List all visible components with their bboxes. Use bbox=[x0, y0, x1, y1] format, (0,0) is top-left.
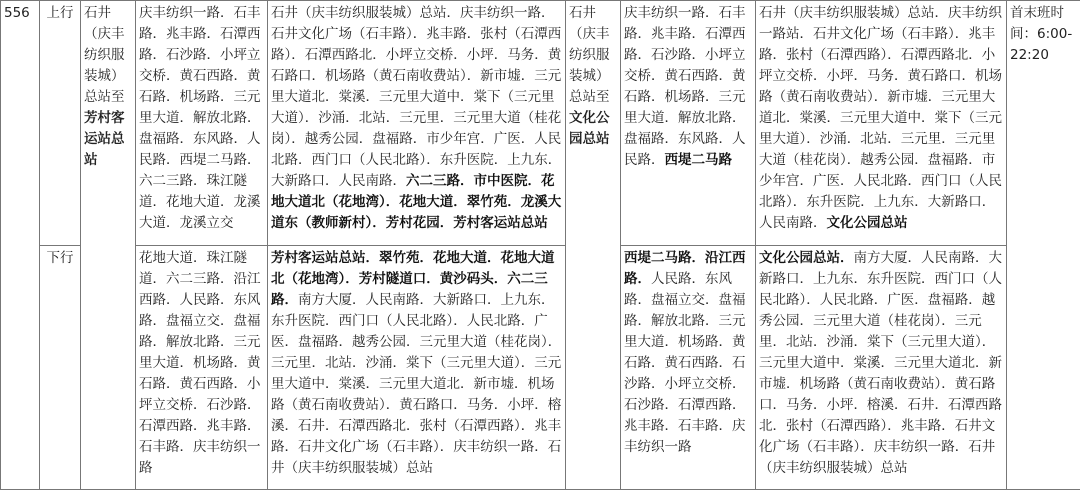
terminal-b: 文化公园总站 bbox=[569, 110, 610, 147]
up-stops-d bbox=[756, 1, 1007, 246]
terminal-a: 石井（庆丰纺织服装城）总站 bbox=[569, 5, 610, 105]
direction-down: 下行 bbox=[40, 245, 81, 490]
down-stops-c bbox=[621, 245, 756, 490]
terminal-to: 至 bbox=[596, 89, 610, 105]
up-stops-b bbox=[268, 1, 566, 246]
down-stops-c-bold: 西堤二马路．沿江西路． bbox=[624, 249, 746, 287]
up-stops-d-bold: 文化公园总站 bbox=[826, 215, 908, 231]
segment-a-terminals bbox=[81, 1, 136, 490]
service-hours: 首末班时间：6:00-22:20 bbox=[1007, 1, 1080, 490]
down-stops-d-bold: 文化公园总站． bbox=[759, 249, 854, 266]
down-stops-d-plain: 南方大厦．人民南路．大新路口．上九东．东升医院．西门口（人民北路）．人民北路．广医．盘福路．越秀公园．三元里大道（桂花岗）．三元里．北站．沙涌．棠下（三元里大道）．三元里大道中．棠溪．三元里大道北．新市墟．机场路（黄石南收费站）．黄石路口．马务．小坪．榕溪．石井．石潭西路北．张村（石潭西路）．兆丰路．石井文化广场（石丰路）．庆丰纺织一路．石井（庆丰纺织服装城）总站 bbox=[759, 249, 1002, 476]
down-stops-b-bold: 芳村客运站总站．翠竹苑．花地大道．花地大道北（花地湾）．芳村隧道口．黄沙码头．六二三路． bbox=[271, 249, 555, 308]
up-stops-b-plain: 石井（庆丰纺织服装城）总站．庆丰纺织一路．石井文化广场（石丰路）．兆丰路．张村（石潭西路）．石潭西路北．小坪立交桥．小坪．马务．黄石路口．机场路（黄石南收费站）．新市墟．三元里大道北．棠溪．三元里大道中．棠下（三元里大道）．沙涌．北站．三元里．三元里大道（桂花岗）．越秀公园．盘福路．市少年宫．广医．人民北路．西门口（人民北路）．东升医院．上九东．大新路口．人民南路． bbox=[271, 5, 562, 189]
terminal-to: 至 bbox=[111, 89, 125, 105]
row-up bbox=[1, 1, 1080, 246]
up-stops-c-plain: 庆丰纺织一路．石丰路．兆丰路．石潭西路．石沙路．小坪立交桥．黄石西路．黄石路．机场路．三元里大道．解放北路．盘福路．东风路．人民路． bbox=[624, 5, 746, 168]
row-down bbox=[1, 245, 1080, 490]
down-stops-b bbox=[268, 245, 566, 490]
up-stops-c bbox=[621, 1, 756, 246]
up-stops-a: 庆丰纺织一路．石丰路．兆丰路．石潭西路．石沙路．小坪立交桥．黄石西路．黄石路．机场路．三元里大道．解放北路．盘福路．东风路．人民路．西堤二马路．六二三路．珠江隧道．花地大道．龙溪大道．龙溪立交 bbox=[136, 1, 268, 246]
terminal-b: 芳村客运站总站 bbox=[84, 110, 125, 168]
up-stops-c-bold: 西堤二马路 bbox=[664, 152, 732, 168]
direction-up: 上行 bbox=[40, 1, 81, 246]
down-stops-b-plain: 南方大厦．人民南路．大新路口．上九东．东升医院．西门口（人民北路）．人民北路．广医．盘福路．越秀公园．三元里大道（桂花岗）．三元里．北站．沙涌．棠下（三元里大道）．三元里大道中．棠溪．三元里大道北．新市墟．机场路（黄石南收费站）．黄石路口．马务．小坪．榕溪．石井．石潭西路北．张村（石潭西路）．兆丰路．石井文化广场（石丰路）．庆丰纺织一路．石井（庆丰纺织服装城）总站 bbox=[271, 291, 562, 476]
up-stops-d-plain: 石井（庆丰纺织服装城）总站．庆丰纺织一路站．石井文化广场（石丰路）．兆丰路．张村（石潭西路）．石潭西路北．小坪立交桥．小坪．马务．黄石路口．机场路（黄石南收费站）．新市墟．三元里大道北．棠溪．三元里大道中．棠下（三元里大道）．沙涌．北站．三元里．三元里大道（桂花岗）．越秀公园．盘福路．市少年宫．广医．人民北路．西门口（人民北路）．东升医院．上九东．大新路口．人民南路． bbox=[759, 5, 1002, 231]
terminal-a: 石井（庆丰纺织服装城）总站 bbox=[84, 5, 125, 105]
down-stops-c-plain: 人民路．东风路．盘福立交．盘福路．解放北路．三元里大道．机场路．黄石路．黄石西路．石沙路．小坪立交桥．石沙路．石潭西路．兆丰路．石丰路．庆丰纺织一路 bbox=[624, 270, 746, 455]
route-number: 556 bbox=[1, 1, 40, 490]
down-stops-d bbox=[756, 245, 1007, 490]
down-stops-a: 花地大道．珠江隧道．六二三路．沿江西路．人民路．东风路．盘福立交．盘福路．解放北路．三元里大道．机场路．黄石路．黄石西路．小坪立交桥．石沙路．石潭西路．兆丰路．石丰路．庆丰纺织一路 bbox=[136, 245, 268, 490]
up-stops-b-bold: 六二三路．市中医院．花地大道北（花地湾）．花地大道．翠竹苑．龙溪大道东（教师新村）．芳村花园．芳村客运站总站 bbox=[271, 173, 562, 231]
segment-b-terminals bbox=[566, 1, 621, 490]
